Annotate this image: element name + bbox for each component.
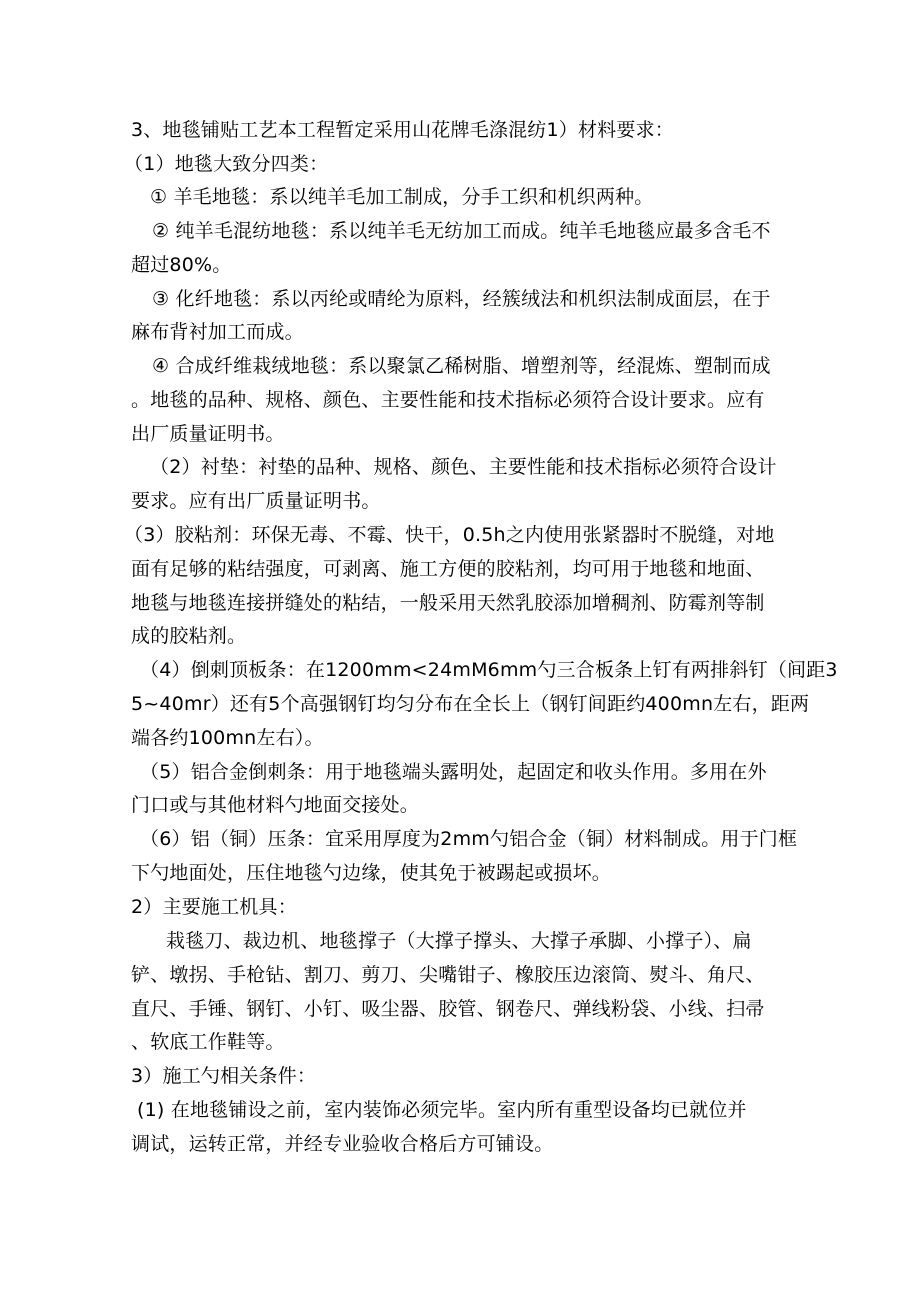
paragraph-line: 铲、墩拐、手枪钻、割刀、剪刀、尖嘴钳子、橡胶压边滚筒、熨斗、角尺、: [131, 964, 765, 986]
paragraph-line: 端各约100mn左右）。: [131, 727, 324, 749]
paragraph-line: 成的胶粘剂。: [131, 625, 247, 647]
paragraph-line: （6）铝（铜）压条：宜采用厚度为2mm勺铝合金（铜）材料制成。用于门框: [140, 828, 798, 850]
paragraph-line: 要求。应有出厂质量证明书。: [131, 490, 381, 512]
subheading: （1）地毯大致分四类：: [124, 153, 329, 175]
paragraph-line: 5~40mr）还有5个高强钢钉均匀分布在全长上（钢钉间距约400mn左右，距两: [131, 693, 810, 715]
paragraph-line: 门口或与其他材料勺地面交接处。: [131, 794, 420, 816]
paragraph-line: (1) 在地毯铺设之前，室内装饰必须完毕。室内所有重型设备均已就位并: [137, 1099, 747, 1121]
paragraph-line: 下勺地面处，压住地毯勺边缘，使其免于被踢起或损坏。: [131, 862, 612, 884]
subheading: 2）主要施工机具：: [131, 896, 297, 918]
paragraph-line: ② 纯羊毛混纺地毯：系以纯羊毛无纺加工而成。纯羊毛地毯应最多含毛不: [152, 220, 771, 242]
paragraph-line: 地毯与地毯连接拼缝处的粘结，一般采用天然乳胶添加增稠剂、防霉剂等制: [131, 592, 765, 614]
paragraph-line: 超过80%。: [131, 254, 232, 276]
paragraph-line: 麻布背衬加工而成。: [131, 321, 304, 343]
section-heading: 3、地毯铺贴工艺本工程暂定采用山花牌毛涤混纺1）材料要求：: [131, 119, 674, 141]
paragraph-line: 面有足够的粘结强度，可剥离、施工方便的胶粘剂，均可用于地毯和地面、: [131, 558, 765, 580]
paragraph-line: （3）胶粘剂：环保无毒、不霉、快干，0.5h之内使用张紧器时不脱缝，对地: [124, 524, 775, 546]
paragraph-line: ④ 合成纤维栽绒地毯：系以聚氯乙稀树脂、增塑剂等，经混炼、塑制而成: [152, 355, 771, 377]
paragraph-line: 。地毯的品种、规格、颜色、主要性能和技术指标必须符合设计要求。应有: [131, 389, 765, 411]
subheading: 3）施工勺相关条件：: [131, 1065, 317, 1087]
paragraph-line: （5）铝合金倒刺条：用于地毯端头露明处，起固定和收头作用。多用在外: [140, 761, 767, 783]
paragraph-line: ③ 化纤地毯：系以丙纶或晴纶为原料，经簇绒法和机织法制成面层，在于: [152, 288, 771, 310]
paragraph-line: 栽毯刀、裁边机、地毯撑子（大撑子撑头、大撑子承脚、小撑子）、扁: [166, 930, 752, 952]
paragraph-line: 、软底工作鞋等。: [131, 1031, 285, 1053]
paragraph-line: ① 羊毛地毯：系以纯羊毛加工制成，分手工织和机织两种。: [150, 186, 654, 208]
paragraph-line: 直尺、手锤、钢钉、小钉、吸尘器、胶管、钢卷尺、弹线粉袋、小线、扫帚: [131, 998, 765, 1020]
paragraph-line: 出厂质量证明书。: [131, 423, 285, 445]
paragraph-line: （4）倒刺顶板条：在1200mm<24mM6mm勺三合板条上钉有两排斜钉（间距3: [140, 659, 838, 681]
paragraph-line: 调试，运转正常，并经专业验收合格后方可铺设。: [131, 1133, 554, 1155]
paragraph-line: （2）衬垫：衬垫的品种、规格、颜色、主要性能和技术指标必须符合设计: [150, 456, 777, 478]
